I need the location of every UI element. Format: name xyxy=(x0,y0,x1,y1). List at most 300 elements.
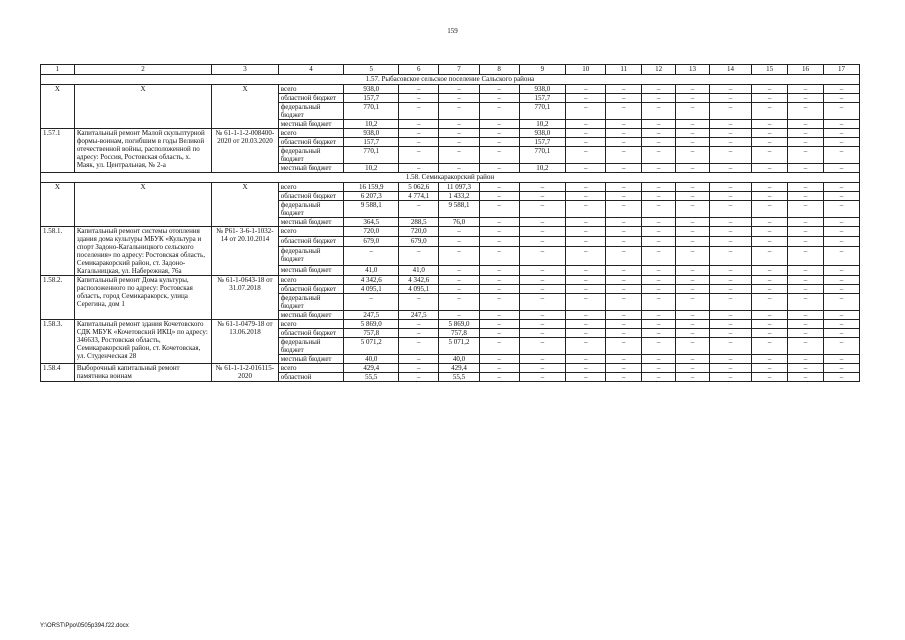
amount-col-17: – xyxy=(823,311,859,320)
amount-col-12: – xyxy=(642,227,676,237)
amount-col-11: – xyxy=(606,129,642,138)
table-row xyxy=(41,364,860,373)
document-reference: № 61-1-0643-18 от 31.07.2018 xyxy=(212,276,279,320)
amount-col-6: 288,5 xyxy=(399,218,439,227)
amount-col-11: – xyxy=(606,147,642,164)
amount-col-14: – xyxy=(709,338,751,355)
amount-col-14: – xyxy=(709,183,751,192)
amount-col-12: – xyxy=(642,294,676,311)
amount-col-6: 247,5 xyxy=(399,311,439,320)
amount-col-15: – xyxy=(752,129,788,138)
amount-col-6: – xyxy=(399,364,439,373)
amount-col-5: 157,7 xyxy=(344,138,399,147)
amount-col-9: – xyxy=(519,285,565,294)
column-number-4: 4 xyxy=(278,65,344,75)
column-number-1: 1 xyxy=(41,65,75,75)
amount-col-10: – xyxy=(566,311,606,320)
amount-col-5: 4 342,6 xyxy=(344,276,399,285)
amount-col-17: – xyxy=(823,85,859,94)
funding-source: местный бюджет xyxy=(278,355,344,364)
funding-source: всего xyxy=(278,183,344,192)
document-reference: № 61-1-1-2-016115-2020 xyxy=(212,364,279,382)
funding-source: всего xyxy=(278,276,344,285)
amount-col-14: – xyxy=(709,247,751,266)
amount-col-14: – xyxy=(709,311,751,320)
amount-col-16: – xyxy=(788,265,824,275)
amount-col-8: – xyxy=(479,147,519,164)
amount-col-5: 6 207,3 xyxy=(344,192,399,201)
amount-col-11: – xyxy=(606,201,642,218)
amount-col-9: 770,1 xyxy=(519,103,565,120)
amount-col-13: – xyxy=(676,237,710,247)
column-number-2: 2 xyxy=(74,65,211,75)
amount-col-10: – xyxy=(566,355,606,364)
amount-col-16: – xyxy=(788,183,824,192)
amount-col-7: – xyxy=(439,276,479,285)
amount-col-7: – xyxy=(439,138,479,147)
document-reference: № 61-1-0479-18 от 13.06.2018 xyxy=(212,320,279,364)
amount-col-14: – xyxy=(709,373,751,382)
amount-col-8: – xyxy=(479,355,519,364)
row-number: 1.58.1. xyxy=(41,227,75,276)
row-number: 1.58.2. xyxy=(41,276,75,320)
amount-col-13: – xyxy=(676,247,710,266)
amount-col-16: – xyxy=(788,355,824,364)
amount-col-13: – xyxy=(676,103,710,120)
amount-col-17: – xyxy=(823,147,859,164)
amount-col-5: 5 071,2 xyxy=(344,338,399,355)
column-number-14: 14 xyxy=(709,65,751,75)
amount-col-16: – xyxy=(788,285,824,294)
table-row xyxy=(41,85,860,94)
amount-col-13: – xyxy=(676,364,710,373)
amount-col-14: – xyxy=(709,227,751,237)
column-numbers-row xyxy=(41,65,860,75)
amount-col-6: – xyxy=(399,103,439,120)
amount-col-11: – xyxy=(606,364,642,373)
amount-col-16: – xyxy=(788,85,824,94)
amount-col-17: – xyxy=(823,120,859,129)
object-name: Капитальный ремонт здания Кочетовского СДК МБУК «Кочетовский ИКЦ» по адресу: 346633, Ростовская область, Семикаракорский район, ст. Кочетовская, ул. Студенческая 28 xyxy=(74,320,211,364)
amount-col-6: – xyxy=(399,373,439,382)
amount-col-7: – xyxy=(439,265,479,275)
amount-col-11: – xyxy=(606,192,642,201)
amount-col-5: 10,2 xyxy=(344,120,399,129)
amount-col-12: – xyxy=(642,201,676,218)
amount-col-7: – xyxy=(439,85,479,94)
amount-col-12: – xyxy=(642,94,676,103)
amount-col-10: – xyxy=(566,183,606,192)
funding-source: областной бюджет xyxy=(278,329,344,338)
amount-col-5: 10,2 xyxy=(344,164,399,173)
funding-source: областной бюджет xyxy=(278,192,344,201)
amount-col-9: – xyxy=(519,218,565,227)
amount-col-11: – xyxy=(606,183,642,192)
amount-col-16: – xyxy=(788,311,824,320)
section-title: 1.57. Рыбасовское сельское поселение Сальского района xyxy=(41,75,860,85)
funding-source: областной xyxy=(278,373,344,382)
amount-col-15: – xyxy=(752,285,788,294)
object-name: Капитальный ремонт Дома культуры, расположенного по адресу: Ростовская область, город Семикаракорск, улица Серегина, дом 1 xyxy=(74,276,211,320)
amount-col-8: – xyxy=(479,85,519,94)
amount-col-9: – xyxy=(519,311,565,320)
amount-col-5: – xyxy=(344,247,399,266)
amount-col-10: – xyxy=(566,338,606,355)
amount-col-17: – xyxy=(823,164,859,173)
amount-col-10: – xyxy=(566,201,606,218)
funding-source: местный бюджет xyxy=(278,265,344,275)
funding-source: всего xyxy=(278,364,344,373)
amount-col-9: – xyxy=(519,237,565,247)
amount-col-11: – xyxy=(606,103,642,120)
amount-col-5: 55,5 xyxy=(344,373,399,382)
amount-col-16: – xyxy=(788,94,824,103)
column-number-13: 13 xyxy=(676,65,710,75)
amount-col-9: – xyxy=(519,364,565,373)
amount-col-12: – xyxy=(642,355,676,364)
amount-col-8: – xyxy=(479,201,519,218)
column-number-15: 15 xyxy=(752,65,788,75)
amount-col-7: 429,4 xyxy=(439,364,479,373)
amount-col-6: – xyxy=(399,201,439,218)
column-number-3: 3 xyxy=(212,65,279,75)
amount-col-6: – xyxy=(399,120,439,129)
amount-col-14: – xyxy=(709,265,751,275)
amount-col-12: – xyxy=(642,183,676,192)
object-name: Выборочный капитальный ремонт памятника воинам xyxy=(74,364,211,382)
amount-col-8: – xyxy=(479,320,519,329)
amount-col-6: 4 095,1 xyxy=(399,285,439,294)
amount-col-6: – xyxy=(399,94,439,103)
amount-col-14: – xyxy=(709,192,751,201)
amount-col-15: – xyxy=(752,183,788,192)
amount-col-16: – xyxy=(788,103,824,120)
amount-col-6: – xyxy=(399,129,439,138)
amount-col-8: – xyxy=(479,285,519,294)
funding-source: федеральный бюджет xyxy=(278,338,344,355)
amount-col-10: – xyxy=(566,294,606,311)
amount-col-17: – xyxy=(823,276,859,285)
amount-col-11: – xyxy=(606,265,642,275)
amount-col-11: – xyxy=(606,320,642,329)
amount-col-10: – xyxy=(566,227,606,237)
amount-col-8: – xyxy=(479,373,519,382)
amount-col-12: – xyxy=(642,373,676,382)
amount-col-8: – xyxy=(479,218,519,227)
amount-col-16: – xyxy=(788,129,824,138)
amount-col-11: – xyxy=(606,138,642,147)
amount-col-7: 76,0 xyxy=(439,218,479,227)
document-reference: № 61-1-1-2-008400-2020 от 20.03.2020 xyxy=(212,129,279,173)
amount-col-12: – xyxy=(642,276,676,285)
amount-col-10: – xyxy=(566,247,606,266)
amount-col-17: – xyxy=(823,320,859,329)
amount-col-9: – xyxy=(519,355,565,364)
amount-col-5: 364,5 xyxy=(344,218,399,227)
table-row xyxy=(41,129,860,138)
amount-col-16: – xyxy=(788,138,824,147)
amount-col-16: – xyxy=(788,320,824,329)
amount-col-7: – xyxy=(439,237,479,247)
table-row xyxy=(41,320,860,329)
amount-col-12: – xyxy=(642,129,676,138)
funding-source: областной бюджет xyxy=(278,285,344,294)
amount-col-11: – xyxy=(606,120,642,129)
amount-col-5: 429,4 xyxy=(344,364,399,373)
amount-col-10: – xyxy=(566,129,606,138)
column-number-12: 12 xyxy=(642,65,676,75)
amount-col-7: – xyxy=(439,120,479,129)
amount-col-13: – xyxy=(676,285,710,294)
amount-col-9: – xyxy=(519,265,565,275)
amount-col-9: – xyxy=(519,329,565,338)
amount-col-5: 679,0 xyxy=(344,237,399,247)
amount-col-10: – xyxy=(566,120,606,129)
amount-col-10: – xyxy=(566,265,606,275)
funding-source: федеральный бюджет xyxy=(278,201,344,218)
amount-col-10: – xyxy=(566,276,606,285)
amount-col-7: – xyxy=(439,311,479,320)
file-path-footer: Y:\ORST\Ppo\0505p394.f22.docx xyxy=(40,623,129,629)
amount-col-9: 10,2 xyxy=(519,164,565,173)
row-number: X xyxy=(41,183,75,227)
amount-col-15: – xyxy=(752,294,788,311)
amount-col-12: – xyxy=(642,218,676,227)
amount-col-6: – xyxy=(399,355,439,364)
amount-col-5: – xyxy=(344,294,399,311)
amount-col-15: – xyxy=(752,103,788,120)
amount-col-13: – xyxy=(676,355,710,364)
amount-col-6: 4 774,1 xyxy=(399,192,439,201)
amount-col-12: – xyxy=(642,85,676,94)
amount-col-6: – xyxy=(399,247,439,266)
amount-col-15: – xyxy=(752,201,788,218)
amount-col-13: – xyxy=(676,183,710,192)
amount-col-11: – xyxy=(606,338,642,355)
object-name: Капитальный ремонт Малой скульптурной формы-воинам, погибшим в годы Великой отечественной войны, расположенной по адресу: Россия, Ростовская область, х. Маяк, ул. Центральная, № 2-а xyxy=(74,129,211,173)
amount-col-17: – xyxy=(823,129,859,138)
amount-col-10: – xyxy=(566,373,606,382)
amount-col-8: – xyxy=(479,129,519,138)
amount-col-9: – xyxy=(519,247,565,266)
amount-col-15: – xyxy=(752,311,788,320)
funding-source: областной бюджет xyxy=(278,138,344,147)
section-title-row xyxy=(41,173,860,183)
amount-col-12: – xyxy=(642,265,676,275)
amount-col-14: – xyxy=(709,120,751,129)
amount-col-13: – xyxy=(676,85,710,94)
amount-col-6: 679,0 xyxy=(399,237,439,247)
amount-col-10: – xyxy=(566,329,606,338)
funding-source: местный бюджет xyxy=(278,218,344,227)
amount-col-11: – xyxy=(606,311,642,320)
amount-col-17: – xyxy=(823,138,859,147)
section-title: 1.58. Семикаракорский район xyxy=(41,173,860,183)
amount-col-11: – xyxy=(606,94,642,103)
amount-col-9: – xyxy=(519,201,565,218)
amount-col-9: 157,7 xyxy=(519,138,565,147)
amount-col-15: – xyxy=(752,276,788,285)
amount-col-17: – xyxy=(823,364,859,373)
amount-col-10: – xyxy=(566,364,606,373)
amount-col-12: – xyxy=(642,285,676,294)
amount-col-13: – xyxy=(676,120,710,129)
amount-col-15: – xyxy=(752,265,788,275)
amount-col-15: – xyxy=(752,218,788,227)
amount-col-10: – xyxy=(566,237,606,247)
row-number: 1.58.3. xyxy=(41,320,75,364)
amount-col-14: – xyxy=(709,276,751,285)
amount-col-11: – xyxy=(606,85,642,94)
amount-col-12: – xyxy=(642,237,676,247)
amount-col-17: – xyxy=(823,355,859,364)
amount-col-16: – xyxy=(788,294,824,311)
amount-col-13: – xyxy=(676,129,710,138)
column-number-9: 9 xyxy=(519,65,565,75)
amount-col-16: – xyxy=(788,120,824,129)
amount-col-11: – xyxy=(606,218,642,227)
amount-col-7: 11 097,3 xyxy=(439,183,479,192)
amount-col-10: – xyxy=(566,138,606,147)
row-number: 1.58.4 xyxy=(41,364,75,382)
amount-col-12: – xyxy=(642,247,676,266)
amount-col-8: – xyxy=(479,265,519,275)
amount-col-13: – xyxy=(676,192,710,201)
amount-col-9: – xyxy=(519,227,565,237)
column-number-6: 6 xyxy=(399,65,439,75)
amount-col-7: – xyxy=(439,247,479,266)
column-number-7: 7 xyxy=(439,65,479,75)
amount-col-15: – xyxy=(752,85,788,94)
funding-source: всего xyxy=(278,227,344,237)
amount-col-10: – xyxy=(566,147,606,164)
amount-col-6: 4 342,6 xyxy=(399,276,439,285)
amount-col-6: – xyxy=(399,147,439,164)
amount-col-6: – xyxy=(399,320,439,329)
amount-col-5: 9 588,1 xyxy=(344,201,399,218)
amount-col-11: – xyxy=(606,355,642,364)
amount-col-9: 938,0 xyxy=(519,129,565,138)
amount-col-12: – xyxy=(642,320,676,329)
amount-col-14: – xyxy=(709,147,751,164)
row-number: X xyxy=(41,85,75,129)
amount-col-8: – xyxy=(479,183,519,192)
amount-col-14: – xyxy=(709,201,751,218)
amount-col-15: – xyxy=(752,338,788,355)
amount-col-7: – xyxy=(439,294,479,311)
amount-col-13: – xyxy=(676,147,710,164)
amount-col-11: – xyxy=(606,237,642,247)
amount-col-12: – xyxy=(642,120,676,129)
amount-col-14: – xyxy=(709,94,751,103)
amount-col-15: – xyxy=(752,373,788,382)
amount-col-5: 41,0 xyxy=(344,265,399,275)
amount-col-13: – xyxy=(676,164,710,173)
amount-col-16: – xyxy=(788,218,824,227)
amount-col-7: 5 071,2 xyxy=(439,338,479,355)
amount-col-17: – xyxy=(823,285,859,294)
amount-col-17: – xyxy=(823,329,859,338)
amount-col-13: – xyxy=(676,294,710,311)
amount-col-15: – xyxy=(752,94,788,103)
amount-col-5: 4 095,1 xyxy=(344,285,399,294)
amount-col-16: – xyxy=(788,227,824,237)
amount-col-15: – xyxy=(752,320,788,329)
amount-col-11: – xyxy=(606,164,642,173)
amount-col-9: 770,1 xyxy=(519,147,565,164)
amount-col-9: – xyxy=(519,276,565,285)
amount-col-15: – xyxy=(752,147,788,164)
amount-col-15: – xyxy=(752,138,788,147)
amount-col-7: 40,0 xyxy=(439,355,479,364)
amount-col-5: 720,0 xyxy=(344,227,399,237)
amount-col-16: – xyxy=(788,237,824,247)
amount-col-13: – xyxy=(676,218,710,227)
amount-col-7: – xyxy=(439,147,479,164)
amount-col-14: – xyxy=(709,355,751,364)
amount-col-11: – xyxy=(606,373,642,382)
amount-col-15: – xyxy=(752,164,788,173)
funding-source: федеральный бюджет xyxy=(278,103,344,120)
table-row xyxy=(41,183,860,192)
amount-col-7: – xyxy=(439,129,479,138)
amount-col-12: – xyxy=(642,138,676,147)
amount-col-12: – xyxy=(642,103,676,120)
amount-col-16: – xyxy=(788,364,824,373)
amount-col-5: 157,7 xyxy=(344,94,399,103)
amount-col-11: – xyxy=(606,329,642,338)
amount-col-8: – xyxy=(479,247,519,266)
amount-col-9: – xyxy=(519,183,565,192)
amount-col-7: 1 433,2 xyxy=(439,192,479,201)
funding-source: всего xyxy=(278,129,344,138)
amount-col-8: – xyxy=(479,192,519,201)
amount-col-6: – xyxy=(399,164,439,173)
amount-col-16: – xyxy=(788,201,824,218)
amount-col-15: – xyxy=(752,329,788,338)
column-number-10: 10 xyxy=(566,65,606,75)
amount-col-15: – xyxy=(752,355,788,364)
amount-col-17: – xyxy=(823,247,859,266)
amount-col-13: – xyxy=(676,329,710,338)
amount-col-7: 5 869,0 xyxy=(439,320,479,329)
funding-source: областной бюджет xyxy=(278,237,344,247)
amount-col-6: – xyxy=(399,329,439,338)
section-title-row xyxy=(41,75,860,85)
column-number-5: 5 xyxy=(344,65,399,75)
amount-col-10: – xyxy=(566,192,606,201)
amount-col-5: 247,5 xyxy=(344,311,399,320)
amount-col-12: – xyxy=(642,192,676,201)
amount-col-17: – xyxy=(823,201,859,218)
amount-col-7: – xyxy=(439,94,479,103)
amount-col-5: 40,0 xyxy=(344,355,399,364)
amount-col-9: 938,0 xyxy=(519,85,565,94)
object-name: X xyxy=(74,85,211,129)
amount-col-14: – xyxy=(709,164,751,173)
document-reference: X xyxy=(212,85,279,129)
amount-col-16: – xyxy=(788,147,824,164)
amount-col-12: – xyxy=(642,364,676,373)
amount-col-10: – xyxy=(566,285,606,294)
amount-col-6: – xyxy=(399,85,439,94)
amount-col-8: – xyxy=(479,364,519,373)
amount-col-12: – xyxy=(642,311,676,320)
amount-col-5: 770,1 xyxy=(344,103,399,120)
amount-col-14: – xyxy=(709,320,751,329)
amount-col-9: – xyxy=(519,373,565,382)
amount-col-17: – xyxy=(823,94,859,103)
